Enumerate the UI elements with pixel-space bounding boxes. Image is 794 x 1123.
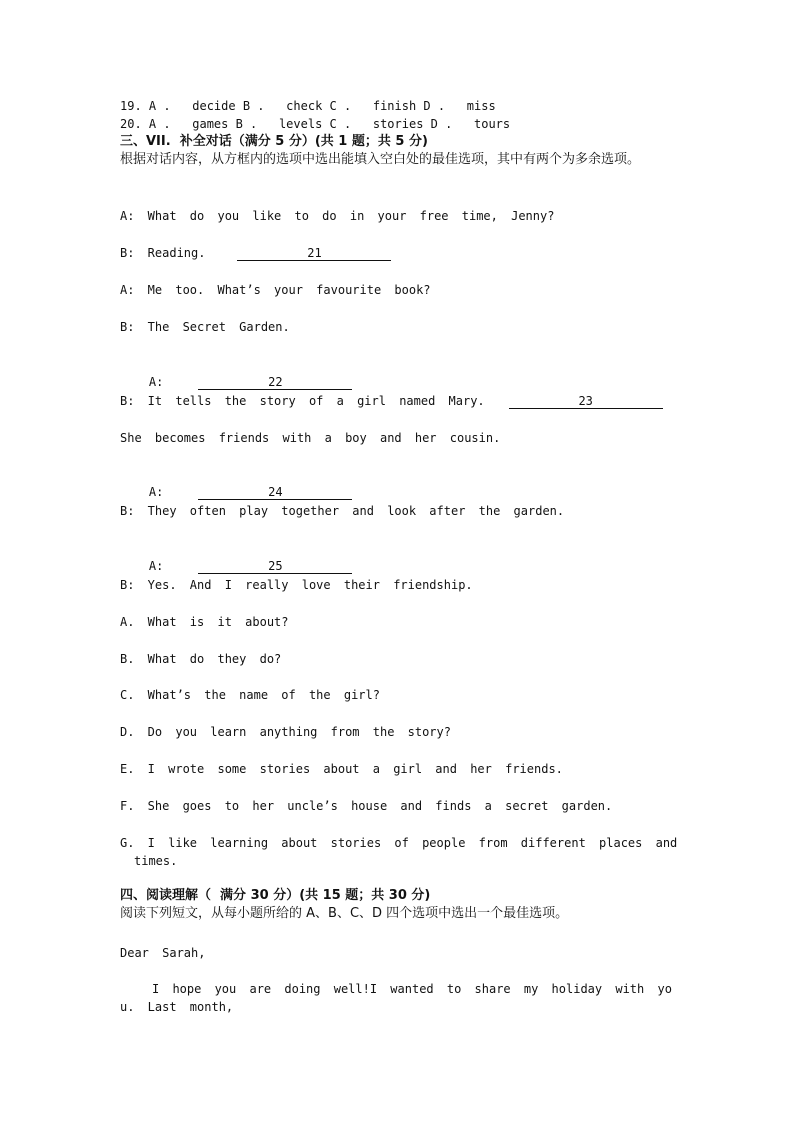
- blank-25: 25: [198, 559, 352, 574]
- dialogue-line-6: [120, 392, 680, 410]
- dialogue-text: A:: [148, 559, 164, 573]
- dialogue-text: A:: [148, 485, 164, 499]
- blank-23: 23: [509, 394, 663, 409]
- option-a: A. What is it about?: [120, 615, 289, 629]
- section-3-instruction: 根据对话内容，从方框内的选项中选出能填入空白处的最佳选项，其中有两个为多余选项。: [120, 152, 641, 167]
- dialogue-line-1: A: What do you like to do in your free time, Jenny?: [120, 209, 555, 223]
- dialogue-line-11: B: Yes. And I really love their friendship.: [120, 578, 473, 592]
- option-e: E. I wrote some stories about a girl and her friends.: [120, 762, 563, 776]
- dialogue-line-2: [120, 244, 680, 262]
- blank-24: 24: [198, 485, 352, 500]
- option-g-line-1: G. I like learning about stories of people from different places and: [120, 836, 678, 850]
- dialogue-text: B: It tells the story of a girl named Mary.: [120, 394, 485, 408]
- section-4-instruction: 阅读下列短文，从每小题所给的 A、B、C、D 四个选项中选出一个最佳选项。: [120, 906, 569, 921]
- blank-21: 21: [237, 246, 391, 261]
- dialogue-text: A:: [148, 375, 164, 389]
- blank-22: 22: [198, 375, 352, 390]
- option-b: B. What do they do?: [120, 652, 282, 666]
- dialogue-line-7: She becomes friends with a boy and her cousin.: [120, 431, 501, 445]
- dialogue-text: B: Reading.: [120, 246, 206, 260]
- section-4-heading: 四、阅读理解（ 满分 30 分）(共 15 题；共 30 分): [120, 888, 431, 903]
- option-g-line-2: times.: [134, 854, 178, 868]
- q19-options: 19. A . decide B . check C . finish D . miss: [120, 99, 496, 113]
- dialogue-line-3: A: Me too. What’s your favourite book?: [120, 283, 431, 297]
- letter-salutation: Dear Sarah,: [120, 946, 206, 960]
- option-f: F. She goes to her uncle’s house and finds a secret garden.: [120, 799, 613, 813]
- section-3-heading: 三、VII. 补全对话（满分 5 分）(共 1 题；共 5 分): [120, 134, 428, 149]
- letter-body-line-2: u. Last month,: [120, 1000, 234, 1014]
- letter-body-line-1: I hope you are doing well!I wanted to share my holiday with yo: [152, 982, 672, 996]
- option-d: D. Do you learn anything from the story?: [120, 725, 451, 739]
- option-c: C. What’s the name of the girl?: [120, 688, 380, 702]
- dialogue-line-9: B: They often play together and look after the garden.: [120, 504, 565, 518]
- q20-options: 20. A . games B . levels C . stories D . tours: [120, 117, 511, 131]
- dialogue-line-4: B: The Secret Garden.: [120, 320, 290, 334]
